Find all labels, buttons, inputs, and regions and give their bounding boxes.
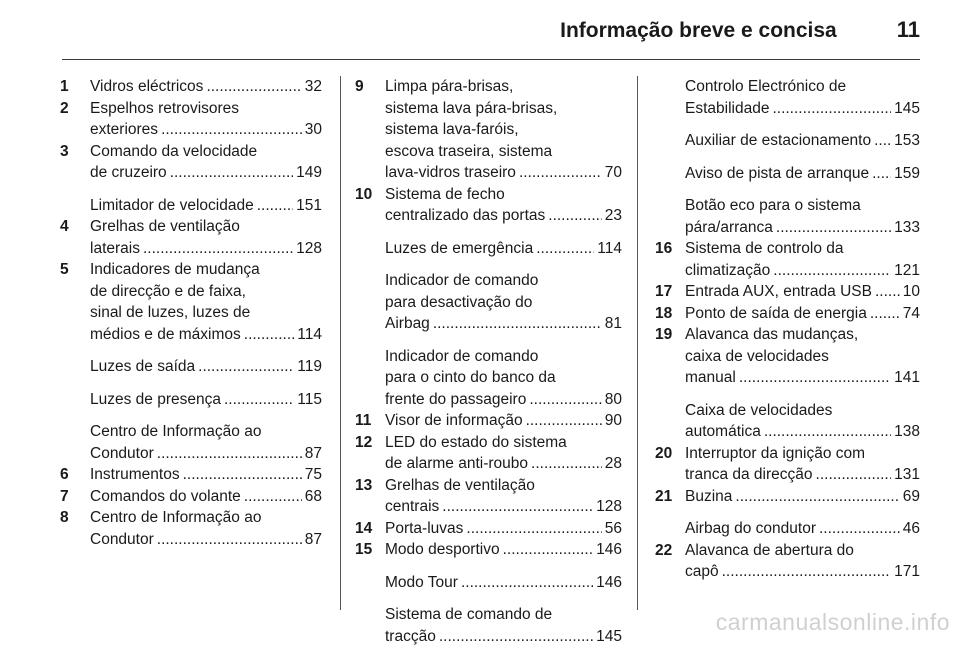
index-entry [355, 270, 622, 335]
index-entry [355, 410, 622, 432]
index-entry [60, 389, 322, 411]
entry-text: centrais [385, 496, 439, 518]
page-reference: 28 [605, 453, 622, 475]
index-entry [60, 76, 322, 98]
page-reference: 159 [894, 163, 920, 185]
dot-leader [722, 561, 892, 583]
entry-text: Interruptor da ignição com [685, 445, 865, 462]
entry-text: Estabilidade [685, 98, 769, 120]
dot-leader [529, 389, 601, 411]
entry-text: Modo Tour [385, 572, 458, 594]
index-entry [355, 572, 622, 594]
page-header [560, 17, 920, 43]
entry-text: Visor de informação [385, 410, 523, 432]
entry-text: tracção [385, 626, 436, 647]
index-entry [655, 163, 920, 185]
entry-text: de direcção e de faixa, [90, 283, 246, 300]
index-entry [655, 540, 920, 583]
entry-text: sistema lava pára-brisas, [385, 100, 557, 117]
dot-leader [773, 260, 891, 282]
page-reference: 119 [297, 356, 322, 378]
index-entry [655, 324, 920, 389]
entry-text: Centro de Informação ao [90, 423, 261, 440]
callout-number: 5 [60, 259, 69, 281]
page-reference: 145 [596, 626, 622, 647]
index-entry [60, 195, 322, 217]
entry-text: Limitador de velocidade [90, 195, 254, 217]
entry-text: centralizado das portas [385, 205, 545, 227]
dot-leader [772, 98, 891, 120]
entry-text: sistema lava-faróis, [385, 121, 519, 138]
entry-text: Sistema de fecho [385, 186, 505, 203]
entry-text: Condutor [90, 529, 154, 551]
callout-number: 4 [60, 216, 69, 238]
index-entry [355, 475, 622, 518]
page-reference: 69 [903, 486, 920, 508]
page-reference: 133 [894, 217, 920, 239]
entry-text: Airbag do condutor [685, 518, 816, 540]
entry-text: Indicador de comando [385, 272, 538, 289]
page-reference: 114 [597, 238, 622, 260]
entry-text: Luzes de saída [90, 356, 195, 378]
page-reference: 146 [596, 572, 622, 594]
index-column-2 [355, 76, 622, 647]
entry-text: Alavanca de abertura do [685, 542, 854, 559]
entry-text: Alavanca das mudanças, [685, 326, 858, 343]
page-reference: 81 [605, 313, 622, 335]
dot-leader [170, 162, 293, 184]
entry-text: Espelhos retrovisores [90, 100, 239, 117]
index-entry [60, 421, 322, 464]
page-title: Informação breve e concisa [560, 19, 837, 43]
dot-leader [466, 518, 601, 540]
index-entry [355, 604, 622, 647]
dot-leader [461, 572, 593, 594]
index-entry [60, 507, 322, 550]
entry-text: Luzes de emergência [385, 238, 533, 260]
column-divider [637, 76, 638, 610]
index-entry [355, 184, 622, 227]
index-entry [355, 76, 622, 184]
entry-text: Indicadores de mudança [90, 261, 260, 278]
page-reference: 138 [894, 421, 920, 443]
index-entry [60, 464, 322, 486]
dot-leader [764, 421, 891, 443]
entry-text: escova traseira, sistema [385, 143, 552, 160]
entry-text: Airbag [385, 313, 430, 335]
page-reference: 56 [605, 518, 622, 540]
index-entry [655, 130, 920, 152]
entry-text: Caixa de velocidades [685, 402, 832, 419]
page-reference: 151 [296, 195, 322, 217]
callout-number: 21 [655, 486, 672, 508]
dot-leader [157, 529, 302, 551]
entry-text: Ponto de saída de energia [685, 303, 867, 325]
callout-number: 18 [655, 303, 672, 325]
entry-text: Limpa pára-brisas, [385, 78, 513, 95]
dot-leader [157, 443, 302, 465]
callout-number: 3 [60, 141, 69, 163]
entry-text: Sistema de comando de [385, 606, 552, 623]
callout-number: 22 [655, 540, 672, 562]
entry-text: frente do passageiro [385, 389, 526, 411]
entry-text: Aviso de pista de arranque [685, 163, 869, 185]
index-entry [60, 356, 322, 378]
page-reference: 23 [605, 205, 622, 227]
index-entry [655, 303, 920, 325]
entry-text: Entrada AUX, entrada USB [685, 281, 872, 303]
callout-number: 17 [655, 281, 672, 303]
page-reference: 145 [894, 98, 920, 120]
callout-number: 1 [60, 76, 69, 98]
dot-leader [183, 464, 302, 486]
entry-text: capô [685, 561, 719, 583]
entry-text: laterais [90, 238, 140, 260]
index-entry [655, 400, 920, 443]
dot-leader [503, 539, 594, 561]
entry-text: de alarme anti-roubo [385, 453, 528, 475]
callout-number: 15 [355, 539, 372, 561]
index-entry [60, 216, 322, 259]
dot-leader [819, 518, 900, 540]
watermark: carmanualsonline.info [716, 609, 950, 636]
entry-text: Indicador de comando [385, 348, 538, 365]
page-reference: 128 [596, 496, 622, 518]
entry-text: Auxiliar de estacionamento [685, 130, 871, 152]
index-column-3 [655, 76, 920, 583]
entry-text: Centro de Informação ao [90, 509, 261, 526]
entry-text: climatização [685, 260, 770, 282]
entry-text: Comandos do volante [90, 486, 241, 508]
callout-number: 19 [655, 324, 672, 346]
dot-leader [433, 313, 602, 335]
page-reference: 80 [605, 389, 622, 411]
dot-leader [735, 486, 899, 508]
index-entry [655, 76, 920, 119]
entry-text: pára/arranca [685, 217, 773, 239]
entry-text: tranca da direcção [685, 464, 813, 486]
dot-leader [224, 389, 294, 411]
entry-text: para desactivação do [385, 294, 532, 311]
index-entry [655, 238, 920, 281]
page-reference: 46 [903, 518, 920, 540]
entry-text: Porta-luvas [385, 518, 463, 540]
index-entry [355, 432, 622, 475]
header-rule [62, 59, 920, 60]
page-reference: 68 [305, 486, 322, 508]
dot-leader [816, 464, 892, 486]
callout-number: 8 [60, 507, 69, 529]
column-divider [340, 76, 341, 610]
index-entry [355, 518, 622, 540]
callout-number: 20 [655, 443, 672, 465]
dot-leader [161, 119, 302, 141]
dot-leader [244, 486, 302, 508]
page-number: 11 [897, 17, 920, 43]
index-entry [355, 238, 622, 260]
page-reference: 87 [305, 443, 322, 465]
page-reference: 114 [297, 324, 322, 346]
index-entry [655, 443, 920, 486]
dot-leader [198, 356, 294, 378]
page-reference: 146 [596, 539, 622, 561]
entry-text: para o cinto do banco da [385, 369, 556, 386]
entry-text: Buzina [685, 486, 732, 508]
entry-text: Modo desportivo [385, 539, 500, 561]
page-reference: 10 [903, 281, 920, 303]
entry-text: manual [685, 367, 736, 389]
entry-text: caixa de velocidades [685, 348, 829, 365]
page-reference: 74 [903, 303, 920, 325]
dot-leader [206, 76, 301, 98]
entry-text: Sistema de controlo da [685, 240, 844, 257]
index-entry [655, 281, 920, 303]
callout-number: 12 [355, 432, 372, 454]
index-column-1 [60, 76, 322, 550]
dot-leader [526, 410, 602, 432]
callout-number: 6 [60, 464, 69, 486]
dot-leader [872, 163, 891, 185]
page-reference: 30 [305, 119, 322, 141]
dot-leader [257, 195, 293, 217]
page-reference: 153 [894, 130, 920, 152]
dot-leader [874, 130, 891, 152]
page-reference: 87 [305, 529, 322, 551]
page-reference: 70 [605, 162, 622, 184]
index-entry [655, 518, 920, 540]
index-entry [655, 195, 920, 238]
callout-number: 2 [60, 98, 69, 120]
callout-number: 14 [355, 518, 372, 540]
dot-leader [244, 324, 295, 346]
dot-leader [875, 281, 900, 303]
entry-text: Instrumentos [90, 464, 180, 486]
page-reference: 32 [305, 76, 322, 98]
entry-text: Condutor [90, 443, 154, 465]
index-entry [655, 486, 920, 508]
dot-leader [776, 217, 891, 239]
page-reference: 149 [296, 162, 322, 184]
index-entry [355, 346, 622, 411]
callout-number: 16 [655, 238, 672, 260]
page-reference: 75 [305, 464, 322, 486]
index-entry [355, 539, 622, 561]
entry-text: de cruzeiro [90, 162, 167, 184]
callout-number: 13 [355, 475, 372, 497]
entry-text: Grelhas de ventilação [385, 477, 535, 494]
callout-number: 9 [355, 76, 364, 98]
entry-text: Luzes de presença [90, 389, 221, 411]
index-entry [60, 259, 322, 345]
dot-leader [739, 367, 891, 389]
dot-leader [519, 162, 602, 184]
dot-leader [143, 238, 293, 260]
dot-leader [870, 303, 900, 325]
entry-text: Vidros eléctricos [90, 76, 203, 98]
page-reference: 128 [296, 238, 322, 260]
page-reference: 115 [297, 389, 322, 411]
entry-text: lava-vidros traseiro [385, 162, 516, 184]
dot-leader [531, 453, 602, 475]
page-reference: 131 [894, 464, 920, 486]
index-entry [60, 486, 322, 508]
entry-text: Grelhas de ventilação [90, 218, 240, 235]
entry-text: automática [685, 421, 761, 443]
dot-leader [548, 205, 601, 227]
entry-text: sinal de luzes, luzes de [90, 304, 250, 321]
page-reference: 141 [894, 367, 920, 389]
page-reference: 171 [894, 561, 920, 583]
entry-text: exteriores [90, 119, 158, 141]
dot-leader [439, 626, 593, 647]
entry-text: médios e de máximos [90, 324, 241, 346]
dot-leader [442, 496, 593, 518]
callout-number: 11 [355, 410, 371, 432]
entry-text: LED do estado do sistema [385, 434, 567, 451]
entry-text: Comando da velocidade [90, 143, 257, 160]
index-entry [60, 98, 322, 141]
callout-number: 10 [355, 184, 372, 206]
index-entry [60, 141, 322, 184]
dot-leader [536, 238, 594, 260]
entry-text: Botão eco para o sistema [685, 197, 861, 214]
page-reference: 90 [605, 410, 622, 432]
page-reference: 121 [894, 260, 920, 282]
callout-number: 7 [60, 486, 69, 508]
entry-text: Controlo Electrónico de [685, 78, 846, 95]
